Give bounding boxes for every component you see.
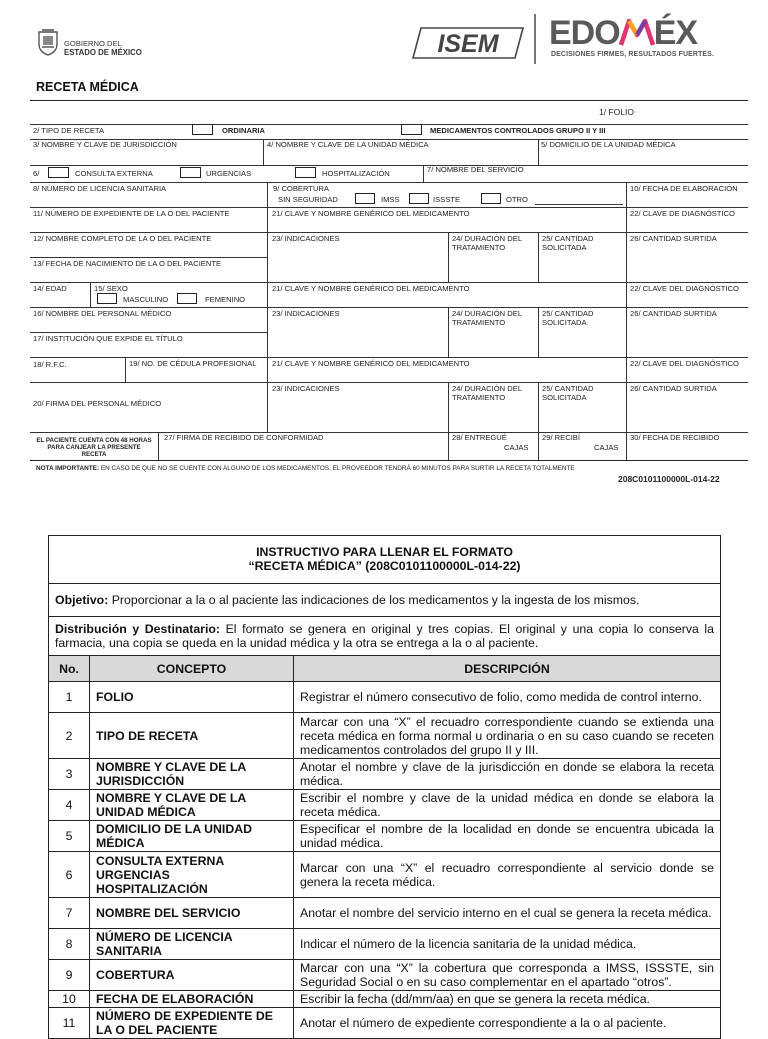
row-descripcion: Anotar el nombre y clave de la jurisdicción en donde se elabora la receta médica. <box>294 759 721 790</box>
row-concepto: NÚMERO DE LICENCIA SANITARIA <box>90 929 294 960</box>
label-sexo: 15/ SEXO <box>94 284 128 293</box>
row-descripcion: Anotar el nombre del servicio interno en el cual se genera la receta médica. <box>294 898 721 929</box>
row-descripcion: Escribir el nombre y clave de la unidad médica en donde se elabora la receta médica. <box>294 790 721 821</box>
nota-label: NOTA IMPORTANTE: <box>36 465 100 472</box>
table-row <box>49 852 721 898</box>
label-nombre-paciente: 12/ NOMBRE COMPLETO DE LA O DEL PACIENTE <box>33 234 212 243</box>
row-concepto: NÚMERO DE EXPEDIENTE DE LA O DEL PACIENTE <box>90 1008 294 1039</box>
row-descripcion: Especificar el nombre de la localidad en donde se encuentra ubicada la unidad médica. <box>294 821 721 852</box>
label-duracion-2: 24/ DURACIÓN DEL TRATAMIENTO <box>452 309 522 327</box>
form-code: 208C0101100000L-014-22 <box>618 474 720 484</box>
row-concepto: NOMBRE Y CLAVE DE LA JURISDICCIÓN <box>90 759 294 790</box>
checkbox-hospitalizacion[interactable] <box>295 167 316 178</box>
objetivo-text: Proporcionar a la o al paciente las indicaciones de los medicamentos y la ingesta de los mismos. <box>108 593 640 607</box>
label-medicamento-1: 21/ CLAVE Y NOMBRE GENÉRICO DEL MEDICAMENTO <box>272 209 470 218</box>
label-institucion: 17/ INSTITUCIÓN QUE EXPIDE EL TÍTULO <box>33 334 183 343</box>
label-cantidad-surtida-3: 26/ CANTIDAD SURTIDA <box>630 384 717 393</box>
row-no: 2 <box>49 713 90 759</box>
label-cantidad-solicitada-2: 25/ CANTIDAD SOLICITADA <box>542 309 594 327</box>
checkbox-ordinaria[interactable] <box>192 124 213 135</box>
label-fecha-elaboracion: 10/ FECHA DE ELABORACIÓN <box>630 184 738 193</box>
gob-line2: ESTADO DE MÉXICO <box>64 47 142 57</box>
label-unidad-medica: 4/ NOMBRE Y CLAVE DE LA UNIDAD MÉDICA <box>267 140 429 149</box>
row-concepto: FECHA DE ELABORACIÓN <box>90 991 294 1008</box>
label-jurisdiccion: 3/ NOMBRE Y CLAVE DE JURISDICCIÓN <box>33 140 177 149</box>
label-indicaciones-2: 23/ INDICACIONES <box>272 309 340 318</box>
nota-importante <box>36 465 575 474</box>
table-row <box>49 1008 721 1039</box>
label-cantidad-surtida-1: 26/ CANTIDAD SURTIDA <box>630 234 717 243</box>
col-concepto-header: CONCEPTO <box>90 656 294 682</box>
row-concepto: CONSULTA EXTERNA URGENCIAS HOSPITALIZACIÓN <box>90 852 294 898</box>
instructivo-title-line1: INSTRUCTIVO PARA LLENAR EL FORMATO <box>256 545 513 559</box>
document-title: RECETA MÉDICA <box>36 80 139 94</box>
label-imss: IMSS <box>381 195 400 204</box>
row-descripcion: Marcar con una “X” el recuadro correspondiente al servicio donde se genera la receta médica. <box>294 852 721 898</box>
label-diagnostico-3: 22/ CLAVE DEL DIAGNÓSTICO <box>630 359 739 368</box>
row-concepto: TIPO DE RECETA <box>90 713 294 759</box>
checkbox-controlados[interactable] <box>401 124 422 135</box>
distribucion-text: El formato se genera en original y tres copias. El original y una copia lo conserva la farmacia, una copia se queda en la unidad médica y la otra se entrega a la o al paciente. <box>55 622 714 650</box>
objetivo-cell <box>49 584 721 617</box>
label-servicio-num: 6/ <box>33 169 40 178</box>
distribucion-label: Distribución y Destinatario: <box>55 622 220 636</box>
instructivo-title-line2: “RECETA MÉDICA” (208C0101100000L-014-22) <box>248 559 521 573</box>
objetivo-label: Objetivo: <box>55 593 109 607</box>
label-diagnostico-2: 22/ CLAVE DEL DIAGNÓSTICO <box>630 284 739 293</box>
label-rfc: 18/ R.F.C. <box>33 360 67 369</box>
label-firma-conformidad: 27/ FIRMA DE RECIBIDO DE CONFORMIDAD <box>164 433 324 442</box>
table-row <box>49 759 721 790</box>
label-consulta-externa: CONSULTA EXTERNA <box>75 169 153 178</box>
label-duracion-1: 24/ DURACIÓN DEL TRATAMIENTO <box>452 234 522 252</box>
label-diagnostico-1: 22/ CLAVE DE DIAGNÓSTICO <box>630 209 735 218</box>
label-sin-seguridad: SIN SEGURIDAD <box>278 195 338 204</box>
label-entregue: 28/ ENTREGUÉ <box>452 433 507 442</box>
receta-form <box>0 0 768 500</box>
row-descripcion: Anotar el número de expediente correspondiente a la o al paciente. <box>294 1008 721 1039</box>
label-hospitalizacion: HOSPITALIZACIÓN <box>322 169 390 178</box>
checkbox-imss[interactable] <box>409 193 429 204</box>
edomex-logo-left: EDO <box>549 14 620 52</box>
label-controlados: MEDICAMENTOS CONTROLADOS GRUPO II Y III <box>430 126 606 135</box>
col-no-header: No. <box>49 656 90 682</box>
row-no: 3 <box>49 759 90 790</box>
label-otro: OTRO <box>506 195 528 204</box>
table-row <box>49 960 721 991</box>
row-concepto: COBERTURA <box>90 960 294 991</box>
table-row <box>49 682 721 713</box>
checkbox-femenino[interactable] <box>177 293 197 304</box>
row-no: 1 <box>49 682 90 713</box>
label-firma-medico: 20/ FIRMA DEL PERSONAL MÉDICO <box>33 399 162 408</box>
label-licencia: 8/ NÚMERO DE LICENCIA SANITARIA <box>33 184 167 193</box>
table-row <box>49 713 721 759</box>
isem-logo-text: ISEM <box>437 30 499 58</box>
label-expediente: 11/ NÚMERO DE EXPEDIENTE DE LA O DEL PACIENTE <box>33 209 230 218</box>
label-nombre-servicio: 7/ NOMBRE DEL SERVICIO <box>427 165 524 174</box>
table-row <box>49 991 721 1008</box>
label-domicilio: 5/ DOMICILIO DE LA UNIDAD MÉDICA <box>541 140 676 149</box>
instructivo-title <box>49 536 721 584</box>
label-fecha-recibido: 30/ FECHA DE RECIBIDO <box>630 433 720 442</box>
edomex-logo-right: ÉX <box>653 14 698 52</box>
label-ordinaria: ORDINARIA <box>222 126 266 135</box>
checkbox-urgencias[interactable] <box>180 167 201 178</box>
distribucion-cell <box>49 617 721 656</box>
label-cajas-entregue: CAJAS <box>504 443 529 452</box>
nota-text: EN CASO DE QUE NO SE CUENTE CON ALGUNO DE LOS MEDICAMENTOS, EL PROVEEDOR TENDRÁ 60 MINUTOS PARA SURTIR LA RECETA TOTALMENTE <box>99 465 575 472</box>
label-cantidad-surtida-2: 26/ CANTIDAD SURTIDA <box>630 309 717 318</box>
label-fecha-nacimiento: 13/ FECHA DE NACIMIENTO DE LA O DEL PACIENTE <box>33 259 222 268</box>
table-row <box>49 898 721 929</box>
label-medicamento-2: 21/ CLAVE Y NOMBRE GENÉRICO DEL MEDICAMENTO <box>272 284 470 293</box>
row-concepto: DOMICILIO DE LA UNIDAD MÉDICA <box>90 821 294 852</box>
gob-line1: GOBIERNO DEL <box>64 39 122 48</box>
row-descripcion: Indicar el número de la licencia sanitaria de la unidad médica. <box>294 929 721 960</box>
label-duracion-3: 24/ DURACIÓN DEL TRATAMIENTO <box>452 384 522 402</box>
label-issste: ISSSTE <box>433 195 461 204</box>
row-descripcion: Escribir la fecha (dd/mm/aa) en que se genera la receta médica. <box>294 991 721 1008</box>
row-no: 7 <box>49 898 90 929</box>
label-edad: 14/ EDAD <box>33 284 67 293</box>
row-no: 8 <box>49 929 90 960</box>
table-row <box>49 821 721 852</box>
distribucion-row <box>49 617 721 656</box>
label-urgencias: URGENCIAS <box>206 169 252 178</box>
label-cedula: 19/ NO. DE CÉDULA PROFESIONAL <box>129 359 257 368</box>
row-concepto: NOMBRE Y CLAVE DE LA UNIDAD MÉDICA <box>90 790 294 821</box>
row-no: 9 <box>49 960 90 991</box>
label-medicamento-3: 21/ CLAVE Y NOMBRE GENÉRICO DEL MEDICAMENTO <box>272 359 470 368</box>
edomex-tagline: DECISIONES FIRMES, RESULTADOS FUERTES. <box>551 51 714 58</box>
instructivo-header-row <box>49 656 721 682</box>
label-tipo-receta: 2/ TIPO DE RECETA <box>33 126 105 135</box>
row-descripcion: Registrar el número consecutivo de folio, como medida de control interno. <box>294 682 721 713</box>
row-no: 11 <box>49 1008 90 1039</box>
label-femenino: FEMENINO <box>205 295 246 304</box>
row-no: 6 <box>49 852 90 898</box>
objetivo-row <box>49 584 721 617</box>
row-no: 10 <box>49 991 90 1008</box>
instructivo-title-row <box>49 536 721 584</box>
label-cantidad-solicitada-1: 25/ CANTIDAD SOLICITADA <box>542 234 594 252</box>
label-recibi: 29/ RECIBÍ <box>542 433 580 442</box>
row-concepto: FOLIO <box>90 682 294 713</box>
label-personal-medico: 16/ NOMBRE DEL PERSONAL MÉDICO <box>33 309 172 318</box>
checkbox-masculino[interactable] <box>97 293 117 304</box>
label-cobertura: 9/ COBERTURA <box>273 184 329 193</box>
row-no: 5 <box>49 821 90 852</box>
checkbox-sin-seguridad[interactable] <box>355 193 375 204</box>
label-masculino: MASCULINO <box>123 295 169 304</box>
checkbox-issste[interactable] <box>481 193 501 204</box>
label-cajas-recibi: CAJAS <box>594 443 619 452</box>
row-descripcion: Marcar con una “X” la cobertura que corresponda a IMSS, ISSSTE, sin Seguridad Social o en su caso complementar en el apartado “otros”. <box>294 960 721 991</box>
label-48-horas: EL PACIENTE CUENTA CON 48 HORAS PARA CANJEAR LA PRESENTE RECETA <box>36 437 152 458</box>
row-descripcion: Marcar con una “X” el recuadro correspondiente cuando se extienda una receta médica en forma normal u ordinaria o en su caso cuando se receten medicamentos controlados del grupo II y III. <box>294 713 721 759</box>
otro-field[interactable] <box>535 204 623 205</box>
label-cantidad-solicitada-3: 25/ CANTIDAD SOLICITADA <box>542 384 594 402</box>
table-row <box>49 929 721 960</box>
table-row <box>49 790 721 821</box>
label-indicaciones-3: 23/ INDICACIONES <box>272 384 340 393</box>
row-no: 4 <box>49 790 90 821</box>
label-indicaciones-1: 23/ INDICACIONES <box>272 234 340 243</box>
checkbox-consulta-externa[interactable] <box>48 167 69 178</box>
instructivo-table <box>48 535 721 1039</box>
col-descripcion-header: DESCRIPCIÓN <box>294 656 721 682</box>
label-folio: 1/ FOLIO <box>599 107 634 117</box>
row-concepto: NOMBRE DEL SERVICIO <box>90 898 294 929</box>
